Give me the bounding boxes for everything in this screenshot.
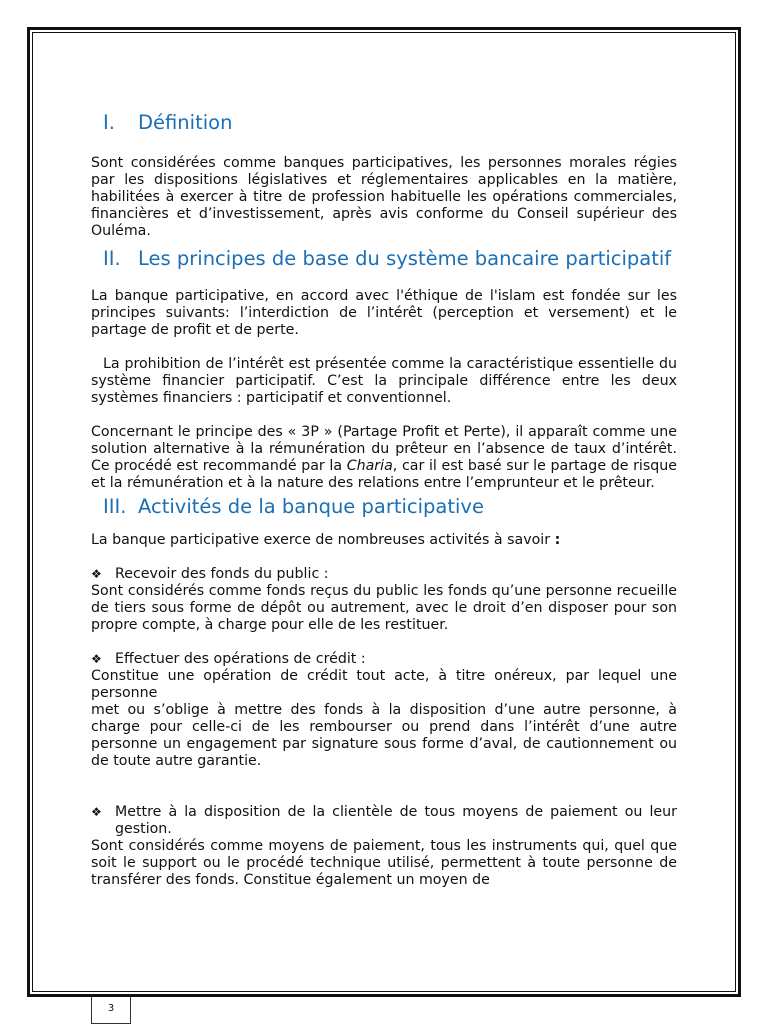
section-title: Activités de la banque participative — [138, 495, 484, 518]
diamond-bullet-icon: ❖ — [91, 652, 102, 666]
section-title: Définition — [138, 111, 233, 134]
text-run-bold: : — [554, 532, 561, 548]
section-number: II. — [103, 247, 121, 270]
bullet-item-2 — [91, 651, 677, 668]
text-run-italic: Charia — [346, 458, 393, 474]
bullet-item-1 — [91, 566, 677, 583]
section-heading-definition — [91, 110, 677, 136]
bullet-title: Recevoir des fonds du public : — [115, 566, 329, 582]
text-run: Concernant le principe des « 3P » (Partage Profit et Perte), il apparaît comme une solution alternative à la rémunération du prêteur en l’absence de taux d’intérêt. Ce procédé est recommandé par la — [91, 424, 677, 474]
section-title: Les principes de base du système bancaire participatif — [138, 247, 672, 270]
principes-paragraph-3 — [91, 424, 677, 492]
page-number: 3 — [91, 997, 131, 1024]
bullet-1-body: Sont considérés comme fonds reçus du public les fonds qu’une personne recueille de tiers sous forme de dépôt ou autrement, avec le droit d’en disposer pour son propre compte, à charge pour elle de les restituer. — [91, 583, 677, 633]
bullet-title: Mettre à la disposition de la clientèle de tous moyens de paiement ou leur gestion. — [115, 804, 677, 837]
bullet-item-3 — [91, 804, 677, 838]
section-heading-principes — [91, 246, 677, 272]
activites-intro — [91, 532, 677, 549]
bullet-2-body: met ou s’oblige à mettre des fonds à la disposition d’une autre personne, à charge pour celle-ci de les rembourser ou prend dans l’intérêt d’une autre personne un engagement par signature sous forme d’aval, de cautionnement ou de toute autre garantie. — [91, 702, 677, 769]
principes-paragraph-2: La prohibition de l’intérêt est présentée comme la caractéristique essentielle du système financier participatif. C’est la principale différence entre les deux systèmes financiers : participatif et conventionnel. — [91, 356, 677, 406]
bullet-title: Effectuer des opérations de crédit : — [115, 651, 366, 667]
bullet-3-body: Sont considérés comme moyens de paiement, tous les instruments qui, quel que soit le support ou le procédé technique utilisé, permettent à toute personne de transférer des fonds. Constitue également un moyen de — [91, 838, 677, 888]
principes-paragraph-1: La banque participative, en accord avec l'éthique de l'islam est fondée sur les principes suivants: l’interdiction de l’intérêt (perception et versement) et le partage de profit et de perte. — [91, 288, 677, 338]
text-run: , car il est basé sur le partage de risque et la rémunération et à la nature des relations entre l’emprunteur et le prêteur. — [91, 458, 677, 491]
definition-paragraph: Sont considérées comme banques participatives, les personnes morales régies par les dispositions législatives et réglementaires applicables en la matière, habilitées à exercer à titre de profession habituelle les opérations commerciales, financières et d’investissement, après avis conforme du Conseil supérieur des Ouléma. — [91, 155, 677, 239]
document-body — [91, 110, 677, 889]
section-number: III. — [103, 495, 127, 518]
section-heading-activites — [91, 494, 677, 520]
section-number: I. — [103, 111, 115, 134]
diamond-bullet-icon: ❖ — [91, 805, 102, 819]
diamond-bullet-icon: ❖ — [91, 567, 102, 581]
bullet-2-body-line-1: Constitue une opération de crédit tout acte, à titre onéreux, par lequel une personne — [91, 668, 677, 701]
text-run: La banque participative exerce de nombreuses activités à savoir — [91, 532, 555, 548]
